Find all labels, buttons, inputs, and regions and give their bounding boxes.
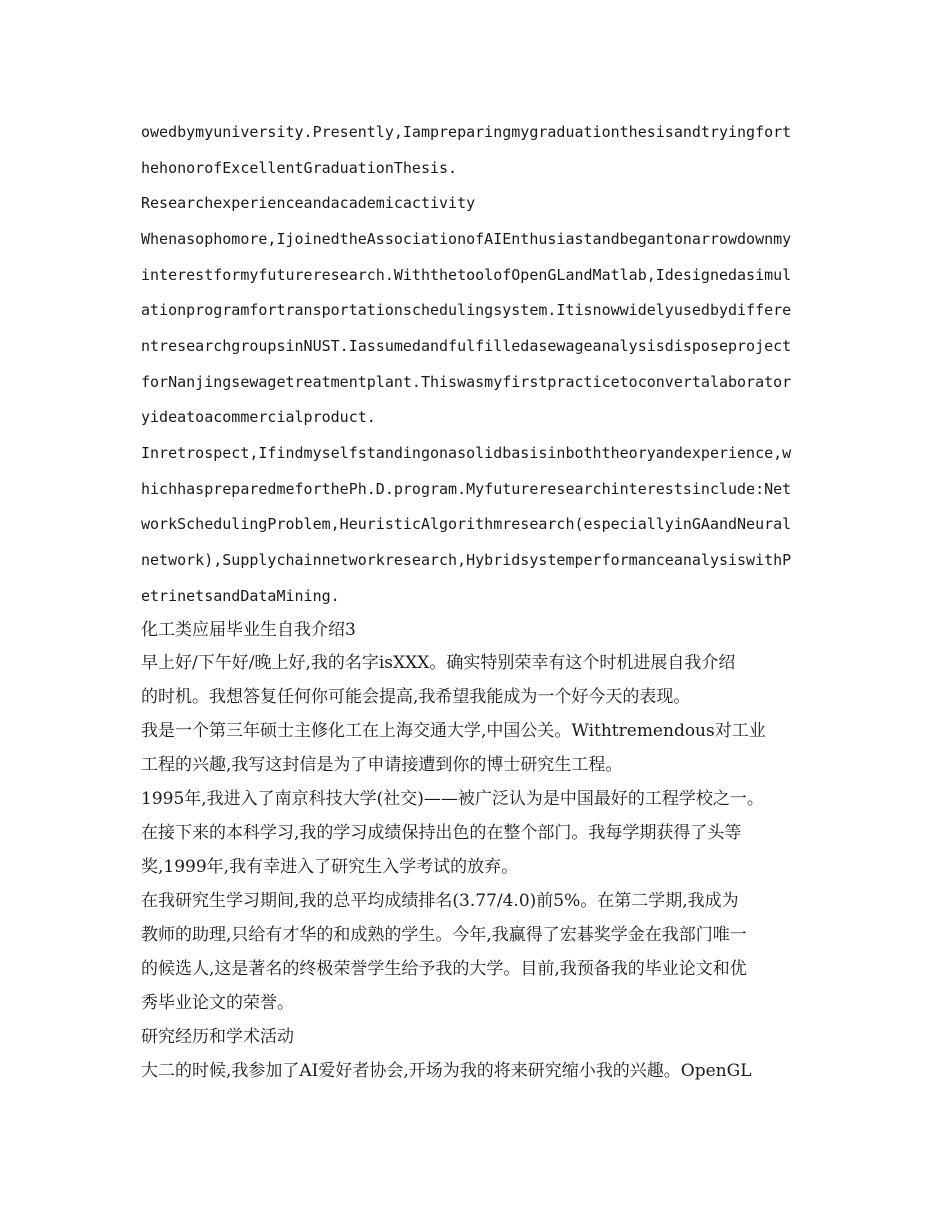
- text-line: 的时机。我想答复任何你可能会提高,我希望我能成为一个好今天的表现。: [141, 687, 691, 707]
- text-line: hichhaspreparedmeforthePh.D.program.Myfutureresearchinterestsinclude:Net: [141, 480, 792, 498]
- text-line: interestformyfutureresearch.WiththetoolofOpenGLandMatlab,Idesignedasimul: [141, 266, 792, 284]
- text-line: owedbymyuniversity.Presently,Iampreparingmygraduationthesisandtryingfort: [141, 123, 792, 141]
- text-line: 大二的时候,我参加了AI爱好者协会,开场为我的将来研究缩小我的兴趣。OpenGL: [141, 1061, 752, 1081]
- text-line: 秀毕业论文的荣誉。: [141, 993, 294, 1013]
- section-heading: 研究经历和学术活动: [141, 1027, 294, 1047]
- text-line: 早上好/下午好/晚上好,我的名字isXXX。确实特别荣幸有这个时机进展自我介绍: [141, 653, 736, 673]
- text-line: 在我研究生学习期间,我的总平均成绩排名(3.77/4.0)前5%。在第二学期,我成为: [141, 891, 739, 911]
- section-heading: 化工类应届毕业生自我介绍3: [141, 620, 356, 640]
- text-line: 教师的助理,只给有才华的和成熟的学生。今年,我赢得了宏碁奖学金在我部门唯一: [141, 925, 747, 945]
- text-line: workSchedulingProblem,HeuristicAlgorithmresearch(especiallyinGAandNeural: [141, 515, 792, 533]
- text-line: hehonorofExcellentGraduationThesis.: [141, 159, 458, 177]
- text-line: network),Supplychainnetworkresearch,HybridsystemperformanceanalysiswithP: [141, 551, 792, 569]
- text-line: 1995年,我进入了南京科技大学(社交)——被广泛认为是中国最好的工程学校之一。: [141, 789, 764, 809]
- text-line: 奖,1999年,我有幸进入了研究生入学考试的放弃。: [141, 857, 519, 877]
- text-line: Whenasophomore,IjoinedtheAssociationofAIEnthusiastandbegantonarrowdownmy: [141, 230, 792, 248]
- text-line: Inretrospect,Ifindmyselfstandingonasolidbasisinboththeoryandexperience,w: [141, 444, 792, 462]
- text-line: 我是一个第三年硕士主修化工在上海交通大学,中国公关。Withtremendous对工业: [141, 721, 766, 741]
- text-line: 的候选人,这是著名的终极荣誉学生给予我的大学。目前,我预备我的毕业论文和优: [141, 959, 747, 979]
- text-line: yideatoacommercialproduct.: [141, 408, 376, 426]
- text-line: etrinetsandDataMining.: [141, 587, 340, 605]
- text-line: ationprogramfortransportationschedulingsystem.Itisnowwidelyusedbydiffere: [141, 301, 792, 319]
- text-line: 在接下来的本科学习,我的学习成绩保持出色的在整个部门。我每学期获得了头等: [141, 823, 742, 843]
- text-line: 工程的兴趣,我写这封信是为了申请接遭到你的博士研究生工程。: [141, 755, 623, 775]
- section-heading: Researchexperienceandacademicactivity: [141, 194, 476, 212]
- text-line: ntresearchgroupsinNUST.Iassumedandfulfilledasewageanalysisdisposeproject: [141, 337, 792, 355]
- text-line: forNanjingsewagetreatmentplant.Thiswasmyfirstpracticetoconvertalaborator: [141, 373, 792, 391]
